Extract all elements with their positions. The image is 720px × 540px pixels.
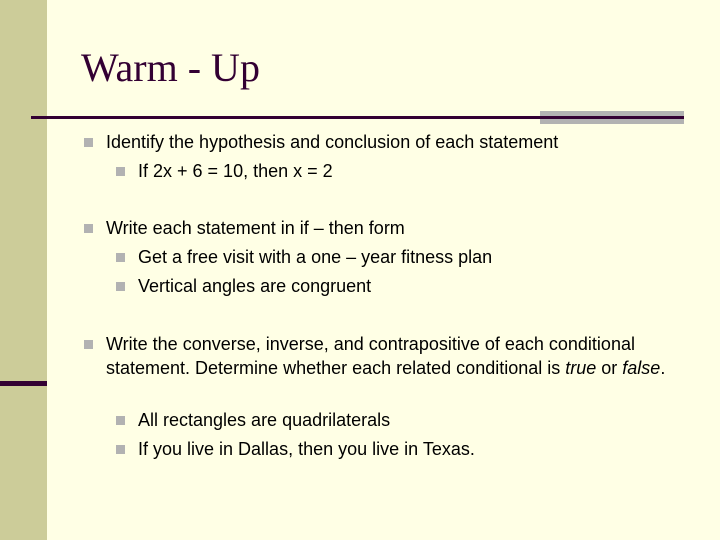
bullet-item-3-or: or: [596, 358, 623, 378]
bullet-square-icon: [84, 224, 93, 233]
bullet-square-icon: [116, 282, 125, 291]
bullet-item-3-period: .: [660, 358, 666, 378]
bullet-square-icon: [116, 416, 125, 425]
bullet-square-icon: [116, 253, 125, 262]
bullet-item-1: Identify the hypothesis and conclusion of each statement: [106, 132, 559, 152]
sub-bullet-item-3-2: If you live in Dallas, then you live in Texas.: [138, 439, 475, 459]
bullet-item-2: Write each statement in if – then form: [106, 218, 405, 238]
sub-bullet-item-3-1: All rectangles are quadrilaterals: [138, 410, 391, 430]
bullet-item-3: [106, 332, 706, 380]
bullet-square-icon: [84, 340, 93, 349]
bullet-square-icon: [116, 445, 125, 454]
sub-bullet-item-2-2: Vertical angles are congruent: [138, 276, 372, 296]
bullet-square-icon: [116, 167, 125, 176]
sub-bullet-item-2-1: Get a free visit with a one – year fitness plan: [138, 247, 493, 267]
sub-bullet-item-1-1: If 2x + 6 = 10, then x = 2: [138, 161, 333, 181]
bullet-square-icon: [84, 138, 93, 147]
slide-title: Warm - Up: [81, 45, 260, 90]
bullet-item-3-false: false: [622, 358, 661, 378]
bullet-item-3-true: true: [565, 358, 597, 378]
bullet-item-3-text: Write the converse, inverse, and contrapositive of each conditional statement. Determine whether each related conditional is: [106, 334, 635, 378]
